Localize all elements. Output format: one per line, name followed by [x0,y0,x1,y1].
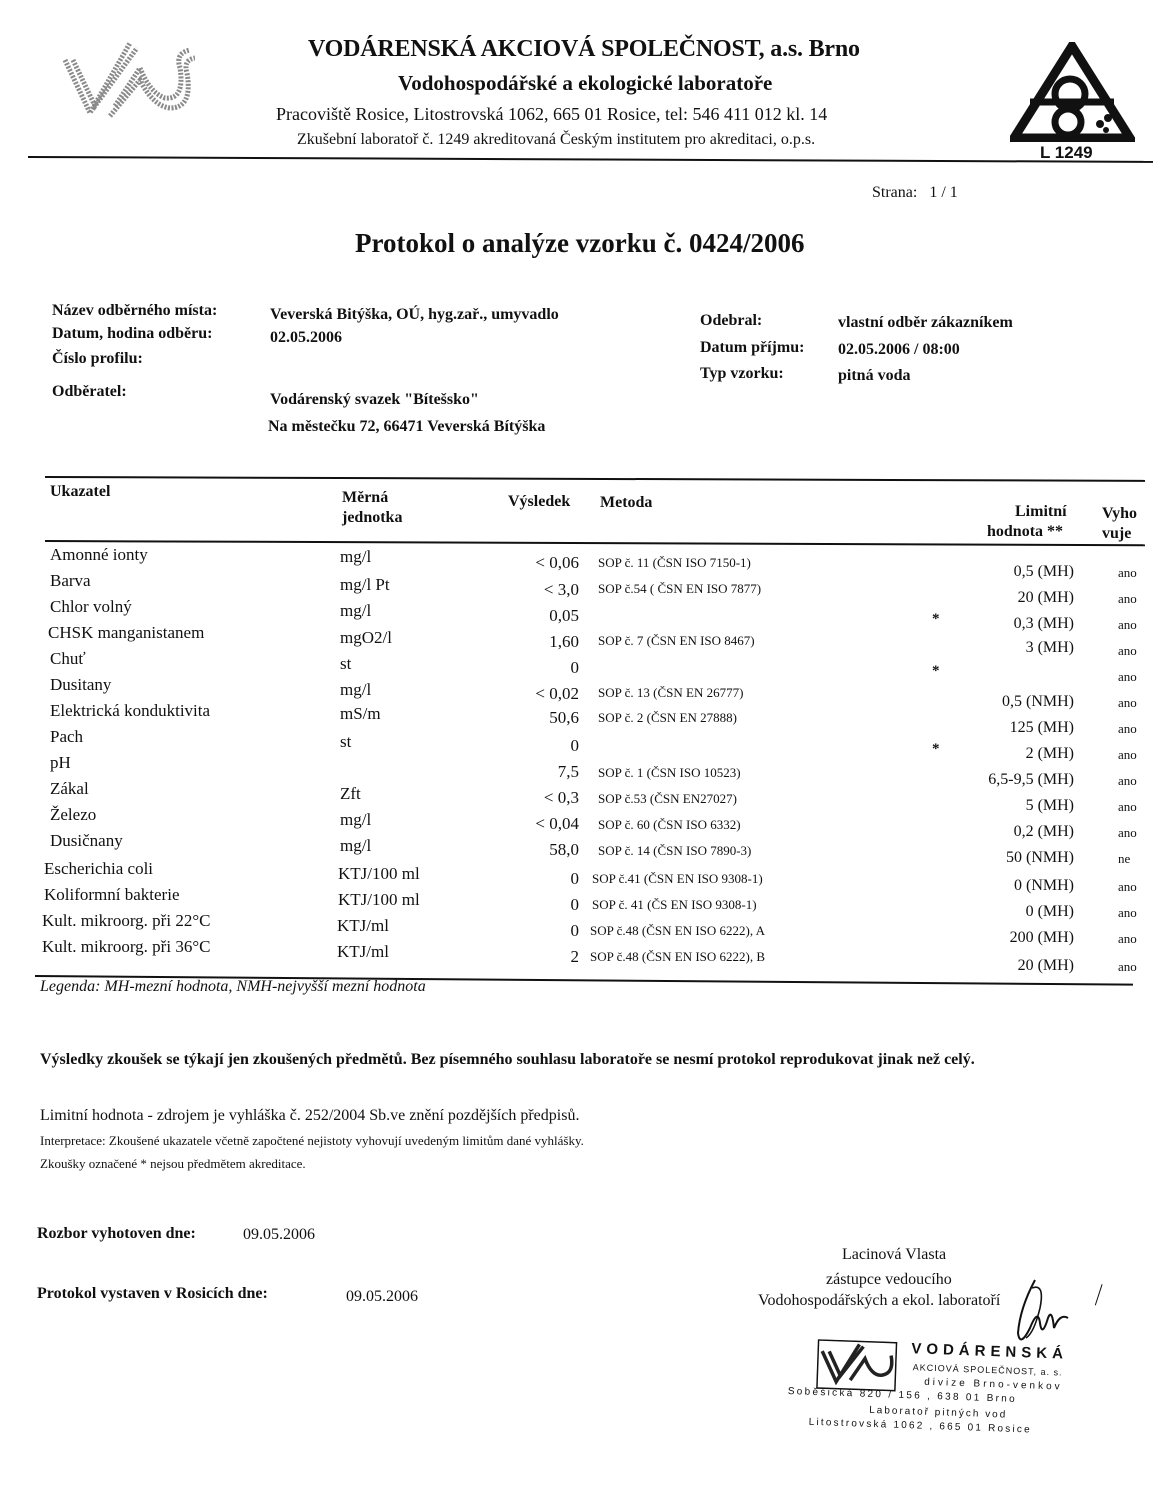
col-header-indicator: Ukazatel [50,483,111,500]
table-row: Dusičnany mg/l 58,0 SOP č. 14 (ČSN ISO 7890-3) 50 (NMH) ne [50,831,1131,866]
collected-by-label: Odebral: [700,312,763,329]
analysis-date-label: Rozbor vyhotoven dne: [37,1225,196,1242]
organization-address: Pracoviště Rosice, Litostrovská 1062, 665 01 Rosice, tel: 546 411 012 kl. 14 [276,104,828,124]
signatory-department: Vodohospodářských a ekol. laboratoří [758,1292,1001,1309]
table-row: Amonné ionty mg/l < 0,06 SOP č. 11 (ČSN ISO 7150-1) 0,5 (MH) ano [50,545,1137,580]
limit-source-note: Limitní hodnota - zdrojem je vyhláška č. 252/2004 Sb.ve znění pozdějších předpisů. [40,1107,580,1124]
table-row: Zákal Zft < 0,3 SOP č.53 (ČSN EN27027) 5 (MH) ano [50,779,1137,814]
signatory-role: zástupce vedoucího [826,1271,952,1288]
table-row: Chlor volný mg/l 0,05 * 0,3 (MH) ano [50,597,1137,632]
signatory-name: Lacinová Vlasta [842,1246,947,1263]
sampling-site-label: Název odběrného místa: [52,302,218,319]
issued-date-label: Protokol vystaven v Rosicích dne: [37,1285,268,1302]
page-number [872,184,958,202]
stamp-line-6: Litostrovská 1062 , 665 01 Rosice [808,1416,1033,1436]
col-header-unit: Měrná jednotka [342,489,403,526]
table-row: Barva mg/l Pt < 3,0 SOP č.54 ( ČSN EN ISO 7877) 20 (MH) ano [50,571,1137,606]
col-header-method: Metoda [600,494,653,511]
col-header-limit: Limitní hodnota ** [987,503,1067,540]
table-row: Chuť st 0 * ano [50,649,1137,684]
header-divider [28,156,1153,163]
vas-stamp-logo-icon [816,1339,898,1392]
table-row: Elektrická konduktivita mS/m 50,6 SOP č. 2 (ČSN EN 27888) 125 (MH) ano [50,701,1137,736]
accreditation-triangle-icon [1010,42,1135,142]
received-date-label: Datum příjmu: [700,339,805,356]
table-top-rule [45,476,1145,482]
table-row: Koliformní bakterie KTJ/100 ml 0 SOP č. 41 (ČS EN ISO 9308-1) 0 (MH) ano [44,885,1137,920]
table-row: Kult. mikroorg. při 36°C KTJ/ml 2 SOP č.48 (ČSN EN ISO 6222), B 20 (MH) ano [42,937,1137,974]
stamp-line-4: Soběšická 820 / 156 , 638 01 Brno [787,1385,1018,1405]
stamp-line-1: VODÁRENSKÁ [911,1340,1069,1363]
table-legend: Legenda: MH-mezní hodnota, NMH-nejvyšší mezní hodnota [40,978,426,995]
profile-number-label: Číslo profilu: [52,350,143,367]
col-header-compliant: Vyho vuje [1102,505,1137,542]
reproduction-notice: Výsledky zkoušek se týkají jen zkoušených předmětů. Bez písemného souhlasu laboratoře se nesmí protokol reprodukovat jinak než celý. [40,1051,975,1068]
customer-name: Vodárenský svazek "Bítešsko" [270,391,479,408]
stamp-line-5: Laboratoř pitných vod [868,1404,1008,1421]
document-title: Protokol o analýze vzorku č. 0424/2006 [355,228,805,258]
collected-by-value: vlastní odběr zákazníkem [838,314,1013,331]
department-name: Vodohospodářské a ekologické laboratoře [398,71,773,95]
received-date-value: 02.05.2006 / 08:00 [838,341,960,358]
vas-logo-icon [55,38,195,138]
stamp-line-2: AKCIOVÁ SPOLEČNOST, a. s. [912,1362,1063,1378]
sampling-site-value: Veverská Bitýška, OÚ, hyg.zař., umyvadlo [270,306,559,323]
accreditation-statement: Zkušební laboratoř č. 1249 akreditovaná Českým institutem pro akreditaci, o.p.s. [297,131,816,148]
table-row: Železo mg/l < 0,04 SOP č. 60 (ČSN ISO 6332) 0,2 (MH) ano [50,805,1137,840]
sampling-date-value: 02.05.2006 [270,329,342,346]
table-row: Kult. mikroorg. při 22°C KTJ/ml 0 SOP č.48 (ČSN EN ISO 6222), A 200 (MH) ano [42,911,1137,946]
page-value: 1 / 1 [929,184,958,201]
sample-type-label: Typ vzorku: [700,365,784,382]
accreditation-code: L 1249 [1040,143,1093,162]
analysis-date-value: 09.05.2006 [243,1226,315,1243]
table-row: CHSK manganistanem mgO2/l 1,60 SOP č. 7 (ČSN EN ISO 8467) 3 (MH) ano [48,623,1137,658]
customer-label: Odběratel: [52,383,127,400]
table-row: pH 7,5 SOP č. 1 (ČSN ISO 10523) 6,5-9,5 (MH) ano [50,753,1137,788]
sampling-date-label: Datum, hodina odběru: [52,325,213,342]
table-row: Pach st 0 * 2 (MH) ano [50,727,1137,762]
organization-name: VODÁRENSKÁ AKCIOVÁ SPOLEČNOST, a.s. Brno [308,36,860,62]
signature-mark [1095,1284,1110,1308]
table-row: Escherichia coli KTJ/100 ml 0 SOP č.41 (ČSN EN ISO 9308-1) 0 (NMH) ano [44,859,1137,894]
accreditation-note: Zkoušky označené * nejsou předmětem akreditace. [40,1156,306,1171]
issued-date-value: 09.05.2006 [346,1288,418,1305]
table-row: Dusitany mg/l < 0,02 SOP č. 13 (ČSN EN 26777) 0,5 (NMH) ano [50,675,1137,710]
col-header-result: Výsledek [508,493,571,510]
interpretation-note: Interpretace: Zkoušené ukazatele včetně započtené nejistoty vyhovují uvedeným limitům dané vyhlášky. [40,1133,584,1148]
customer-address: Na městečku 72, 66471 Veverská Bítýška [268,418,546,435]
stamp-line-3: divize Brno-venkov [923,1376,1063,1393]
page-label: Strana: [872,184,918,201]
sample-type-value: pitná voda [838,367,911,384]
company-stamp [786,1328,1110,1459]
